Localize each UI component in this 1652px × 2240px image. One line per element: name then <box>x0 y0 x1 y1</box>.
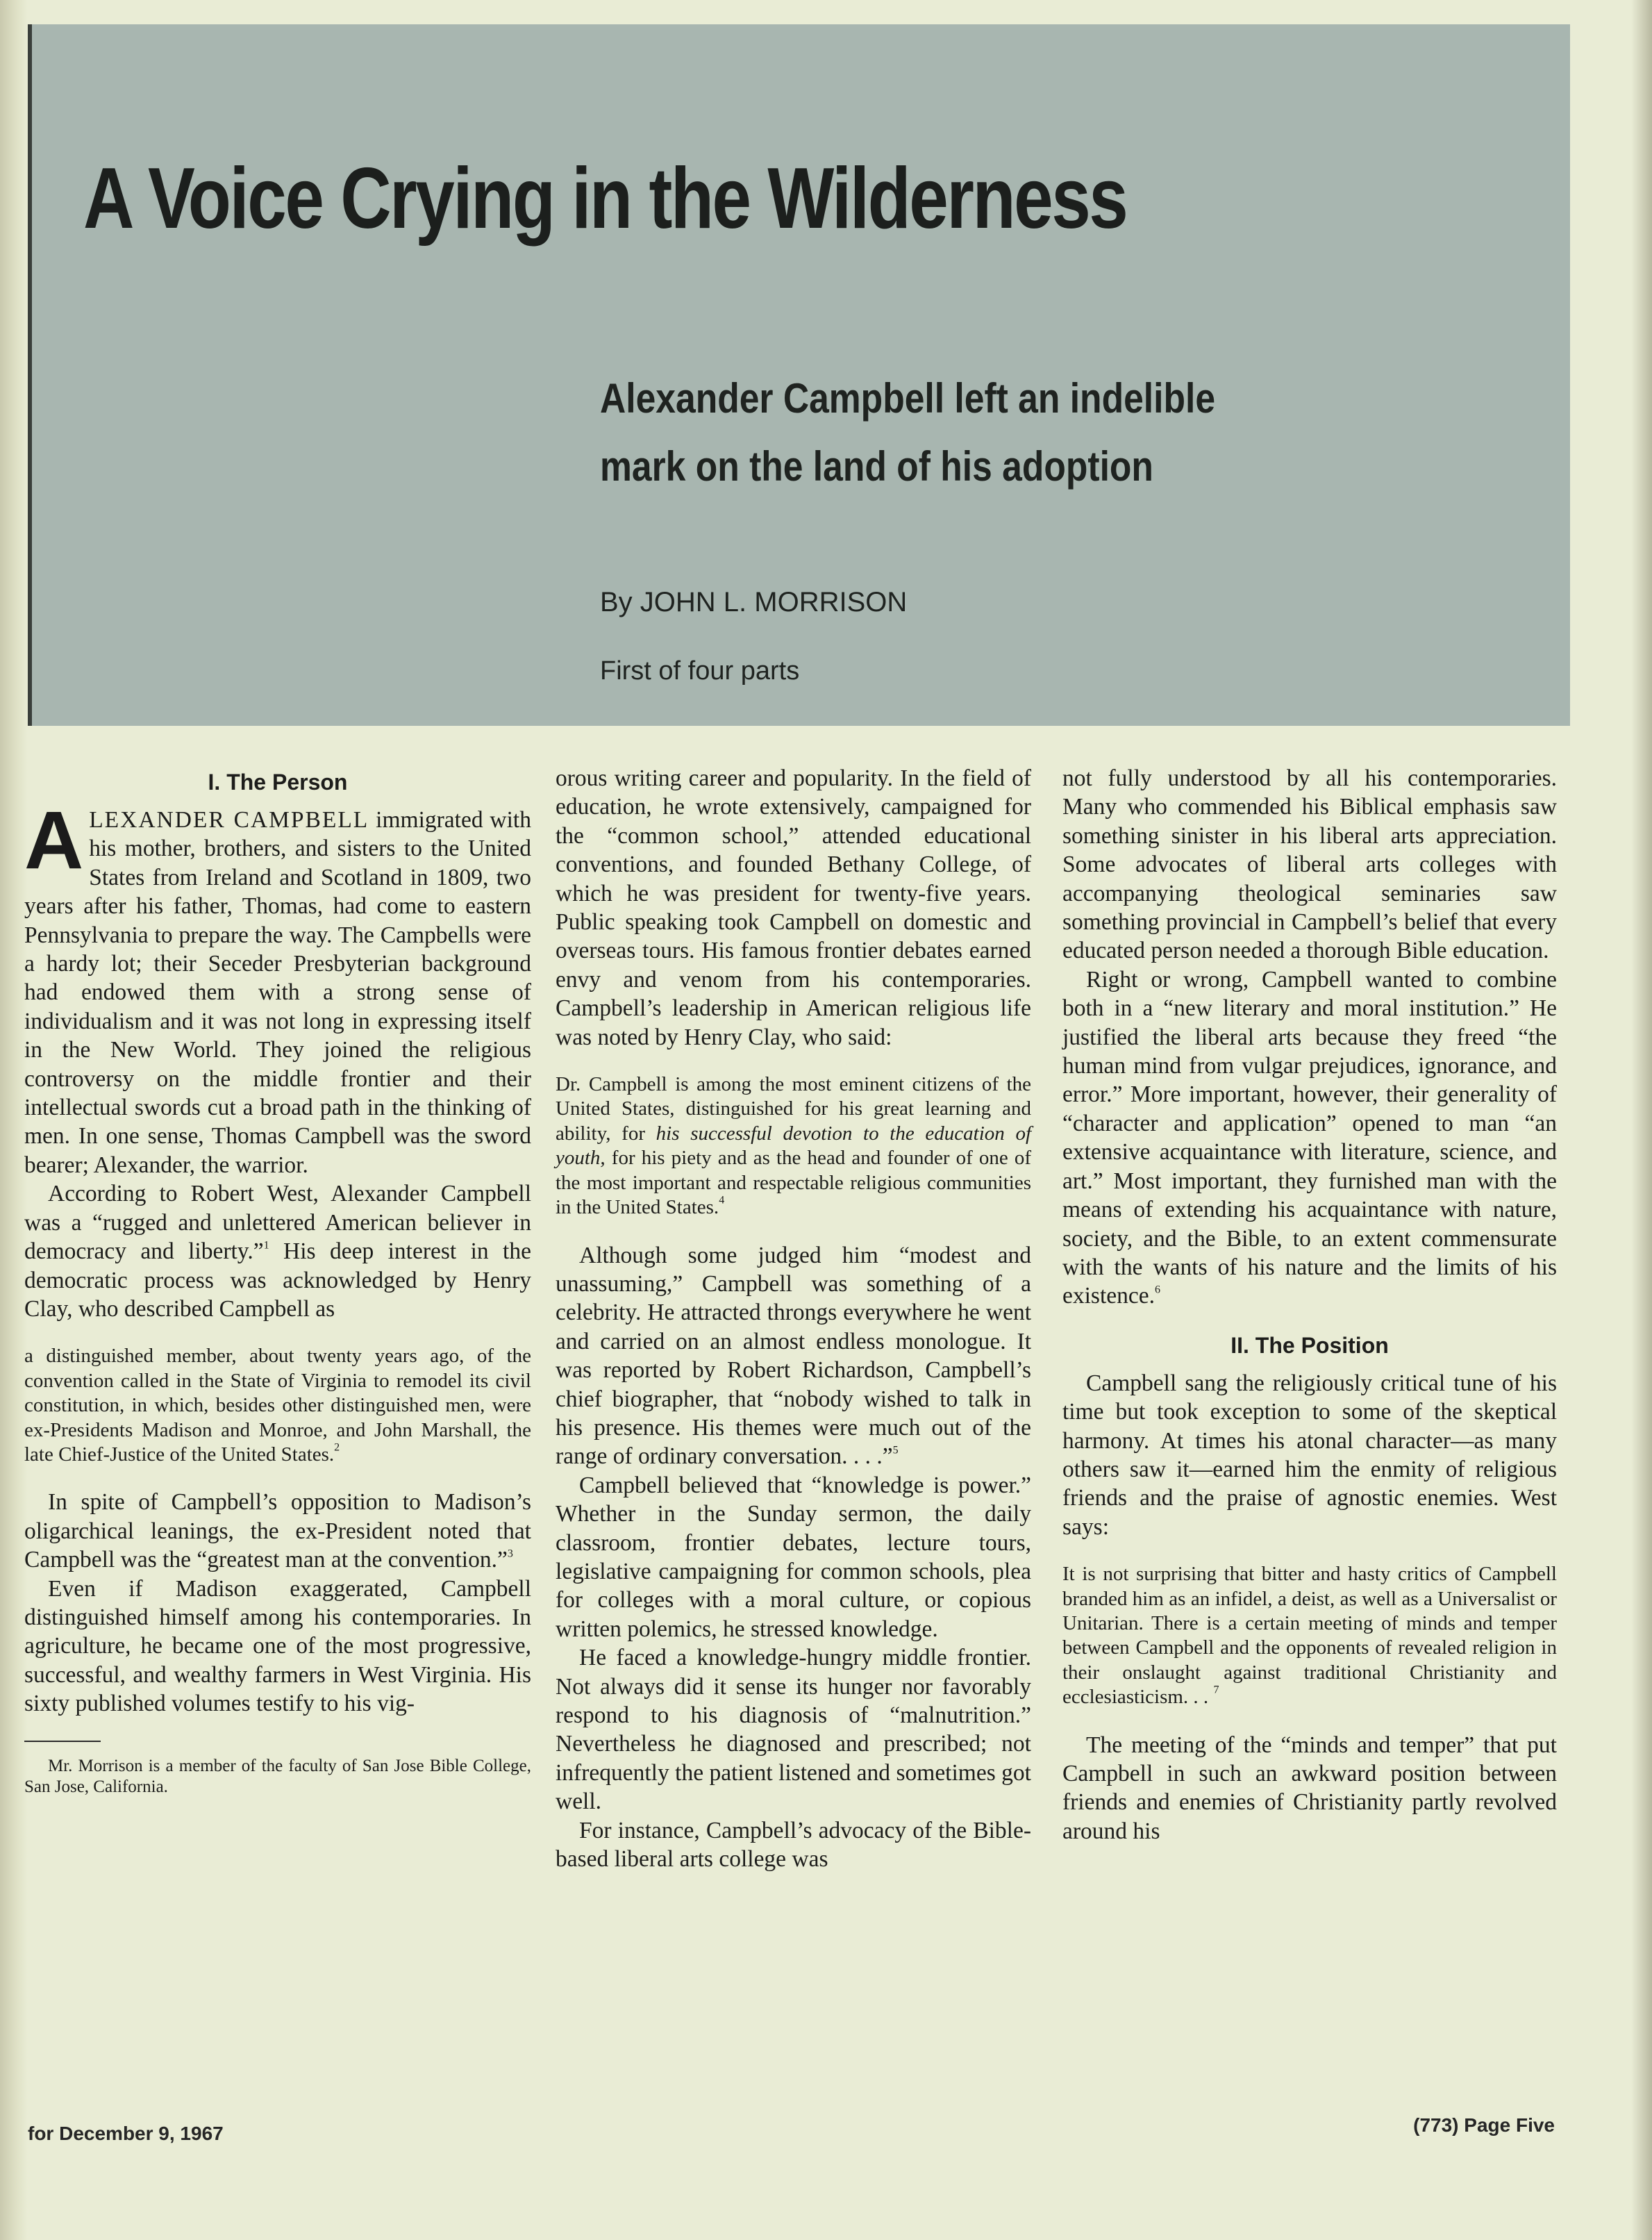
binding-edge <box>0 0 28 2240</box>
footnote-divider <box>24 1741 101 1742</box>
paragraph-text: Although some judged him “modest and unassuming,” Campbell was something of a celebrity. He attracted throngs everywhere he went and carried on an almost endless monologue. It was reported by Robert Richardson, Campbell’s chief biographer, that “nobody wished to talk in his presence. His themes were much out of the range of ordinary conversation. . . .” <box>556 1242 1031 1470</box>
article-title: A Voice Crying in the Wilderness <box>83 151 1127 247</box>
block-quote <box>24 1344 531 1467</box>
paragraph: Campbell sang the religiously critical tune of his time but took exception to some of the skeptical harmony. At times his atonal character—as many others saw it—earned him the enmity of religious friends and the praise of agnostic enemies. West says: <box>1062 1370 1557 1540</box>
quote-text: a distinguished member, about twenty years ago, of the convention called in the State of Virginia to remodel its civil constitution, in which, besides other distinguished men, were ex-Presidents Madison and Monroe, and John Marshall, the late Chief-Justice of the United States. <box>24 1345 531 1466</box>
page-edge-shadow <box>1631 0 1652 2240</box>
paragraph: Campbell believed that “knowledge is power.” Whether in the Sunday sermon, the daily classroom, frontier debates, lecture tours, legislative campaigning for common schools, plea for colleges with a moral culture, or copious written polemics, he stressed knowledge. <box>556 1472 1031 1642</box>
text-column-1 <box>24 764 531 1798</box>
paragraph: Even if Madison exaggerated, Campbell distinguished himself among his contemporaries. In agriculture, he became one of the most progressive, successful, and wealthy farmers in West Virginia. His sixty published volumes testify to his vig- <box>24 1575 531 1717</box>
section-heading-person: I. The Person <box>208 770 348 795</box>
block-quote <box>1062 1562 1557 1709</box>
footnote-ref: 7 <box>1213 1684 1219 1696</box>
paragraph <box>24 795 531 1179</box>
drop-cap: A <box>24 795 84 886</box>
paragraph: For instance, Campbell’s advocacy of the Bible-based liberal arts college was <box>556 1817 1031 1873</box>
quote-emphasis: his successful devotion to the education of youth, <box>556 1122 1032 1170</box>
paragraph-text: His deep interest in the democratic process was acknowledged by Henry Clay, who described Campbell as <box>24 1238 531 1322</box>
paragraph-text: According to Robert West, Alexander Campbell was a “rugged and unlettered American believer in democracy and liberty.” <box>24 1181 531 1265</box>
byline: By JOHN L. MORRISON <box>600 587 908 617</box>
subtitle-line-1: Alexander Campbell left an indelible <box>600 375 1216 422</box>
quote-text: for his piety and as the head and founder of one of the most important and respectable religious communities in the United States. <box>556 1147 1031 1219</box>
footnote-ref: 4 <box>719 1194 725 1206</box>
paragraph <box>1062 965 1557 1311</box>
footnote-ref: 3 <box>507 1548 513 1560</box>
quote-text: It is not surprising that bitter and hasty critics of Campbell branded him as an infidel, a deist, as well as a Universalist or Unitarian. There is a certain meeting of minds and temper between Campbell and the opponents of revealed religion in their onslaught against traditional Christianity and ecclesiasticism. . . <box>1062 1563 1557 1709</box>
footnote-ref: 1 <box>263 1239 269 1252</box>
paragraph-text: Right or wrong, Campbell wanted to combine both in a “new literary and moral institution.” He justified the liberal arts because they freed “the human mind from vulgar prejudices, ignorance, and error.” More important, however, their generality of “character and application” opened to man “an extensive acquaintance with literature, science, and art.” Most important, they furnished man with the means of extending his acquaintance with nature, society, and the Bible, to an extent commensurate with the wants of his nature and the limits of his existence. <box>1062 966 1557 1309</box>
section-heading-position: II. The Position <box>1230 1332 1389 1358</box>
paragraph-text: immigrated with his mother, brothers, and sisters to the United States from Ireland and Scotland in 1809, two years after his father, Thomas, had come to eastern Pennsylvania to prepare the way. The Campbells were a hardy lot; their Seceder Presbyterian background had endowed them with a strong sense of individualism and it was not long in expressing itself in the New World. They joined the religious controversy on the middle frontier and their intellectual swords cut a broad path in the thinking of men. In one sense, Thomas Campbell was the sword bearer; Alexander, the warrior. <box>24 807 531 1178</box>
quote-text: Dr. Campbell is among the most eminent citizens of the United States, distinguished for his great learning and ability, for <box>556 1073 1031 1145</box>
paragraph: not fully understood by all his contemporaries. Many who commended his Biblical emphasis saw something sinister in his liberal arts appreciation. Some advocates of liberal arts colleges with accompanying theological seminaries saw something provincial in Campbell’s belief that every educated person needed a thorough Bible education. <box>1062 765 1557 964</box>
footnote-ref: 6 <box>1155 1284 1161 1296</box>
series-note: First of four parts <box>600 656 800 686</box>
text-column-3 <box>1062 764 1557 1845</box>
article-subtitle <box>600 365 1216 501</box>
paragraph: orous writing career and popularity. In the field of education, he wrote extensively, campaigned for the “common school,” attended educational conventions, and founded Bethany College, of which he was president for twenty-five years. Public speaking took Campbell on domestic and overseas tours. His famous frontier debates earned envy and venom from his contemporaries. Campbell’s leadership in American religious life was noted by Henry Clay, who said: <box>556 765 1031 1050</box>
footnote-ref: 5 <box>892 1444 899 1457</box>
issue-date: for December 9, 1967 <box>28 2123 224 2144</box>
title-panel <box>28 24 1570 726</box>
text-column-2 <box>556 764 1031 1873</box>
page-number: (773) Page Five <box>1413 2114 1555 2136</box>
paragraph: The meeting of the “minds and temper” that put Campbell in such an awkward position between friends and enemies of Christianity partly revolved around his <box>1062 1732 1557 1844</box>
block-quote <box>556 1072 1031 1220</box>
footnote-ref: 2 <box>334 1441 340 1454</box>
subtitle-line-2: mark on the land of his adoption <box>600 443 1153 490</box>
paragraph-text: In spite of Campbell’s opposition to Madison’s oligarchical leanings, the ex-President noted that Campbell was the “greatest man at the convention.” <box>24 1489 531 1573</box>
paragraph <box>24 1488 531 1574</box>
paragraph <box>556 1241 1031 1471</box>
paragraph: He faced a knowledge-hungry middle frontier. Not always did it sense its hunger nor favorably respond to his diagnosis of “malnutrition.” Nevertheless he diagnosed and prescribed; not infrequently the patient listened and sometimes got well. <box>556 1645 1031 1815</box>
lead-in-caps: LEXANDER CAMPBELL <box>89 807 369 833</box>
paragraph <box>24 1179 531 1323</box>
author-footnote: Mr. Morrison is a member of the faculty of San Jose Bible College, San Jose, California. <box>24 1756 531 1796</box>
